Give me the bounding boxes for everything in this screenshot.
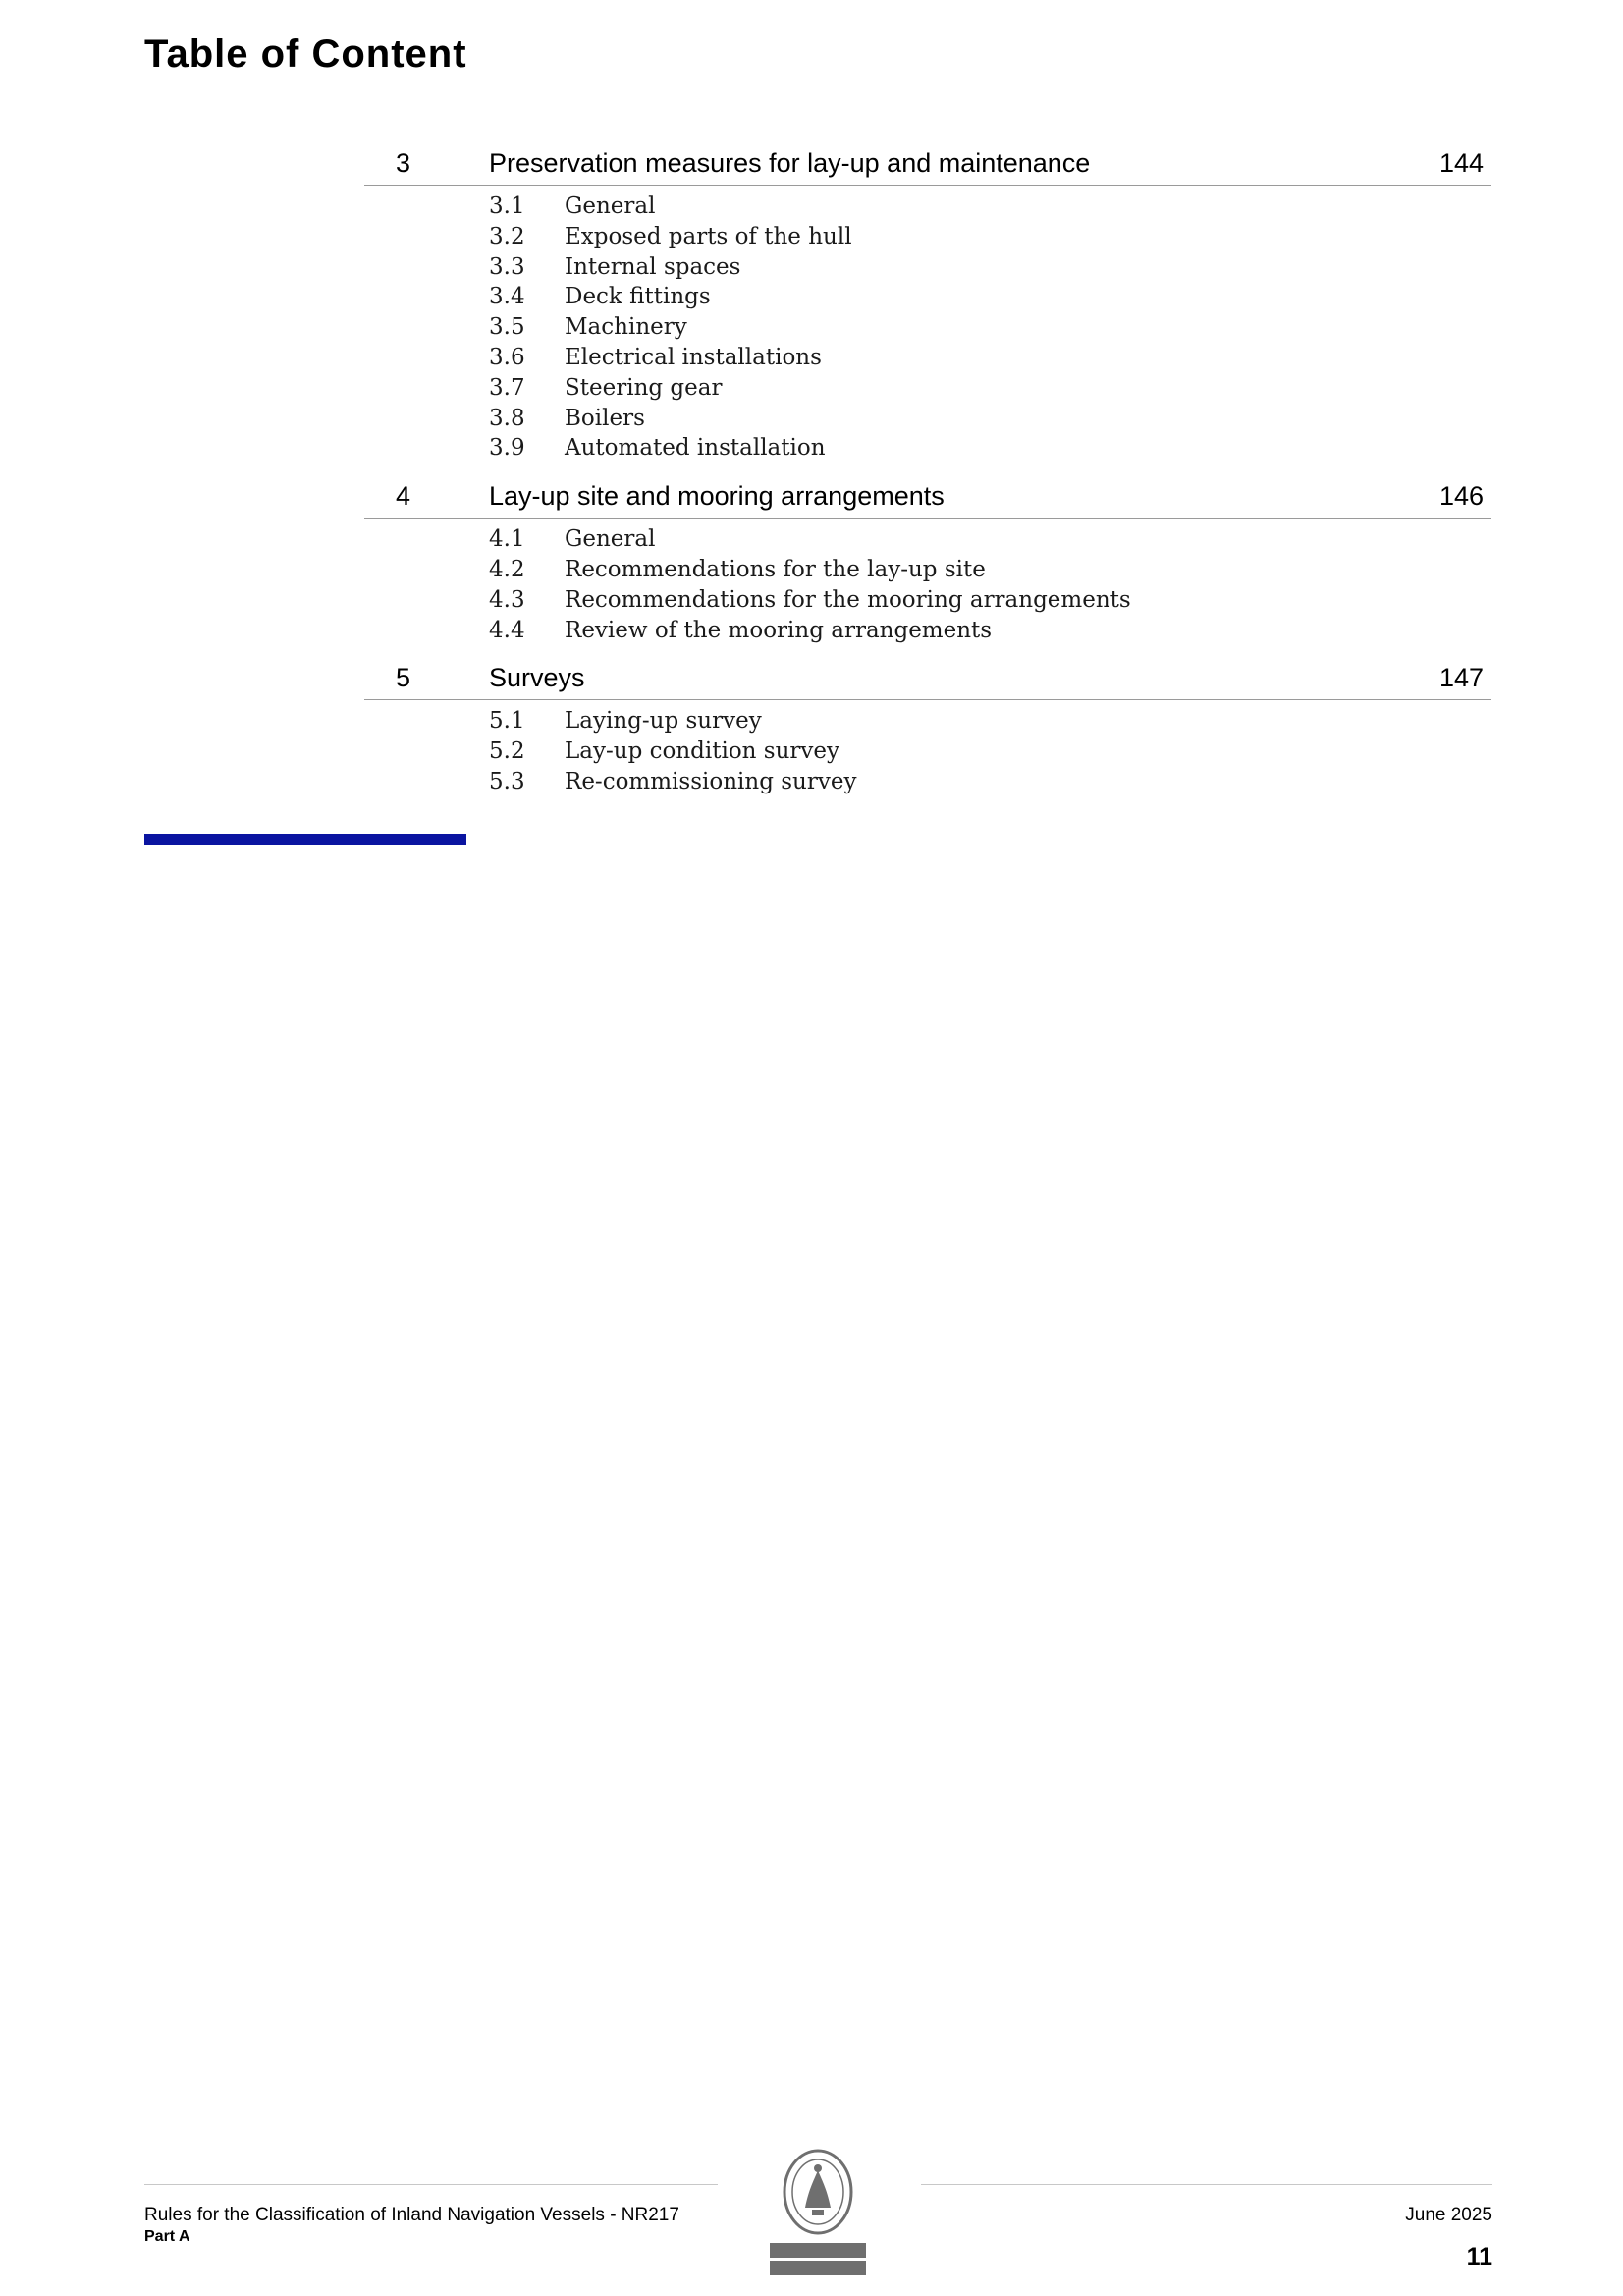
subsection-item[interactable] (364, 282, 1491, 312)
subsection-title[interactable]: Automated installation (565, 435, 826, 462)
subsection-number: 3.3 (489, 253, 525, 280)
subsection-title[interactable]: Re-commissioning survey (565, 768, 857, 794)
subsection-item[interactable] (364, 433, 1491, 464)
subsection-number: 3.2 (489, 223, 525, 249)
footer-document-title: Rules for the Classification of Inland Navigation Vessels - NR217 (144, 2205, 679, 2225)
subsection-number: 3.9 (489, 435, 525, 462)
footer-divider (144, 2184, 718, 2185)
toc-section (364, 137, 1491, 470)
subsection-title[interactable]: Recommendations for the lay-up site (565, 556, 986, 582)
section-title[interactable]: Lay-up site and mooring arrangements (489, 481, 945, 512)
subsection-item[interactable] (364, 737, 1491, 767)
subsection-item[interactable] (364, 706, 1491, 737)
subsection-title[interactable]: General (565, 526, 656, 553)
subsection-item[interactable] (364, 312, 1491, 343)
subsection-number: 3.4 (489, 284, 525, 310)
subsection-item[interactable] (364, 616, 1491, 646)
subsection-title[interactable]: Lay-up condition survey (565, 738, 839, 765)
subsection-item[interactable] (364, 524, 1491, 555)
page-title: Table of Content (144, 32, 467, 76)
section-title[interactable]: Preservation measures for lay-up and maintenance (489, 148, 1091, 178)
toc-section-header[interactable] (364, 137, 1491, 186)
toc-section-header[interactable] (364, 652, 1491, 700)
subsection-item[interactable] (364, 404, 1491, 434)
subsection-number: 4.2 (489, 556, 525, 582)
subsection-number: 5.3 (489, 768, 525, 794)
footer-page-number: 11 (1466, 2243, 1492, 2270)
subsection-item[interactable] (364, 191, 1491, 222)
subsection-number: 3.8 (489, 405, 525, 431)
toc-section (364, 652, 1491, 803)
subsection-item[interactable] (364, 373, 1491, 404)
section-number: 3 (396, 148, 411, 178)
subsection-item[interactable] (364, 252, 1491, 283)
subsection-number: 3.7 (489, 374, 525, 401)
subsection-title[interactable]: General (565, 193, 656, 219)
subsection-number: 5.1 (489, 708, 525, 735)
footer-part-label: Part A (144, 2228, 190, 2245)
subsection-number: 3.1 (489, 193, 525, 219)
section-page-number: 144 (1438, 148, 1484, 178)
subsection-title[interactable]: Deck fittings (565, 284, 711, 310)
subsection-number: 5.2 (489, 738, 525, 765)
subsection-title[interactable]: Machinery (565, 314, 687, 341)
table-of-contents (364, 137, 1491, 804)
subsection-item[interactable] (364, 767, 1491, 797)
bureau-veritas-logo-icon (766, 2149, 870, 2278)
subsection-title[interactable]: Electrical installations (565, 344, 822, 370)
subsection-item[interactable] (364, 222, 1491, 252)
toc-section (364, 470, 1491, 652)
subsection-title[interactable]: Recommendations for the mooring arrangements (565, 586, 1131, 613)
footer-divider (921, 2184, 1492, 2185)
subsection-title[interactable]: Exposed parts of the hull (565, 223, 852, 249)
subsection-title[interactable]: Steering gear (565, 374, 723, 401)
footer-document-info (144, 2205, 679, 2246)
subsection-list (364, 519, 1491, 652)
accent-bar (144, 834, 466, 845)
subsection-list (364, 700, 1491, 803)
footer-date: June 2025 (1405, 2205, 1492, 2225)
subsection-number: 3.6 (489, 344, 525, 370)
subsection-number: 4.4 (489, 617, 525, 643)
section-number: 4 (396, 481, 411, 512)
subsection-title[interactable]: Internal spaces (565, 253, 741, 280)
subsection-title[interactable]: Review of the mooring arrangements (565, 617, 993, 643)
subsection-number: 3.5 (489, 314, 525, 341)
subsection-title[interactable]: Laying-up survey (565, 708, 762, 735)
subsection-number: 4.1 (489, 526, 525, 553)
section-page-number: 146 (1438, 481, 1484, 512)
subsection-item[interactable] (364, 555, 1491, 585)
subsection-list (364, 186, 1491, 470)
section-number: 5 (396, 663, 411, 693)
section-title[interactable]: Surveys (489, 663, 585, 693)
subsection-item[interactable] (364, 343, 1491, 373)
section-page-number: 147 (1438, 663, 1484, 693)
subsection-number: 4.3 (489, 586, 525, 613)
toc-section-header[interactable] (364, 470, 1491, 519)
subsection-item[interactable] (364, 585, 1491, 616)
subsection-title[interactable]: Boilers (565, 405, 645, 431)
